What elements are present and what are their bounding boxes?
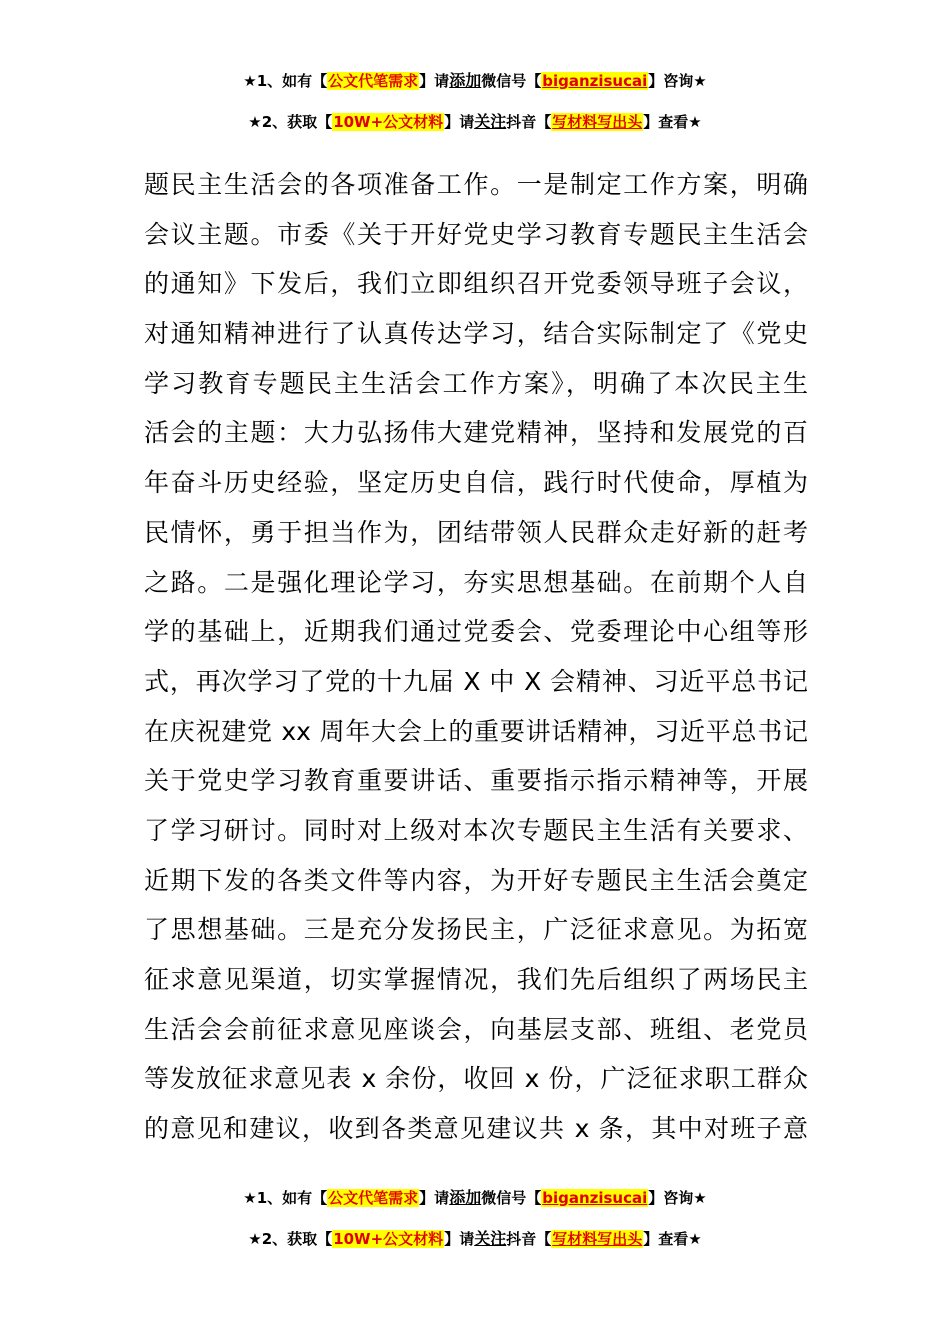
body-line: 题民主生活会的各项准备工作。一是制定工作方案，明确 <box>144 170 808 199</box>
action-add: 添加 <box>449 71 482 90</box>
body-line: 活会的主题：大力弘扬伟大建党精神，坚持和发展党的百 <box>144 418 808 448</box>
banner-text: 微信号【 <box>481 72 542 90</box>
body-line: 学习教育专题民主生活会工作方案》，明确了本次民主生 <box>144 368 808 398</box>
action-add: 添加 <box>449 1188 482 1207</box>
body-line: 对通知精神进行了认真传达学习，结合实际制定了《党史 <box>144 319 808 349</box>
body-line: 民情怀，勇于担当作为，团结带领人民群众走好新的赶考 <box>144 517 808 547</box>
highlight-materials: 10W+公文材料 <box>333 1230 444 1248</box>
document-body <box>144 160 808 1154</box>
body-line: 学的基础上，近期我们通过党委会、党委理论中心组等形 <box>144 617 808 647</box>
body-line: 式，再次学习了党的十九届 X 中 X 会精神、习近平总书记 <box>144 666 808 696</box>
banner-prefix: ★2、获取【 <box>248 1230 333 1248</box>
body-line: 的意见和建议，收到各类意见建议共 x 条，其中对班子意 <box>144 1114 808 1144</box>
highlight-service: 公文代笔需求 <box>328 72 419 90</box>
banner-text: 】请 <box>419 1189 450 1207</box>
body-line: 等发放征求意见表 x 余份，收回 x 份，广泛征求职工群众 <box>144 1064 808 1094</box>
body-line: 近期下发的各类文件等内容，为开好专题民主生活会奠定 <box>144 865 808 895</box>
header-banner-consult <box>0 70 950 92</box>
highlight-wechat-id: biganzisucai <box>542 1189 648 1207</box>
body-line: 会议主题。市委《关于开好党史学习教育专题民主生活会 <box>144 219 808 249</box>
banner-suffix: 】查看★ <box>643 1230 702 1248</box>
highlight-service: 公文代笔需求 <box>328 1189 419 1207</box>
body-line: 了学习研讨。同时对上级对本次专题民主生活有关要求、 <box>144 815 808 845</box>
action-follow: 关注 <box>474 112 507 131</box>
body-line: 生活会会前征求意见座谈会，向基层支部、班组、老党员 <box>144 1014 808 1044</box>
body-line: 关于党史学习教育重要讲话、重要指示指示精神等，开展 <box>144 766 808 796</box>
banner-text: 】请 <box>444 1230 475 1248</box>
banner-suffix: 】咨询★ <box>648 1189 707 1207</box>
banner-text: 】请 <box>419 72 450 90</box>
body-line: 在庆祝建党 xx 周年大会上的重要讲话精神，习近平总书记 <box>144 716 808 746</box>
banner-suffix: 】查看★ <box>643 113 702 131</box>
highlight-douyin-id: 写材料写出头 <box>552 113 643 131</box>
action-follow: 关注 <box>474 1229 507 1248</box>
highlight-douyin-id: 写材料写出头 <box>552 1230 643 1248</box>
body-line: 之路。二是强化理论学习，夯实思想基础。在前期个人自 <box>144 567 808 597</box>
banner-suffix: 】咨询★ <box>648 72 707 90</box>
banner-text: 】请 <box>444 113 475 131</box>
footer-banner-consult <box>0 1187 950 1209</box>
body-line: 年奋斗历史经验，坚定历史自信，践行时代使命，厚植为 <box>144 468 808 498</box>
banner-prefix: ★1、如有【 <box>243 72 328 90</box>
banner-prefix: ★2、获取【 <box>248 113 333 131</box>
banner-prefix: ★1、如有【 <box>243 1189 328 1207</box>
header-banner-follow <box>0 111 950 133</box>
body-line: 了思想基础。三是充分发扬民主，广泛征求意见。为拓宽 <box>144 915 808 945</box>
banner-text: 抖音【 <box>506 1230 552 1248</box>
highlight-materials: 10W+公文材料 <box>333 113 444 131</box>
banner-text: 抖音【 <box>506 113 552 131</box>
body-line: 的通知》下发后，我们立即组织召开党委领导班子会议， <box>144 269 808 299</box>
body-line: 征求意见渠道，切实掌握情况，我们先后组织了两场民主 <box>144 965 808 994</box>
highlight-wechat-id: biganzisucai <box>542 72 648 90</box>
footer-banner-follow <box>0 1228 950 1250</box>
banner-text: 微信号【 <box>481 1189 542 1207</box>
